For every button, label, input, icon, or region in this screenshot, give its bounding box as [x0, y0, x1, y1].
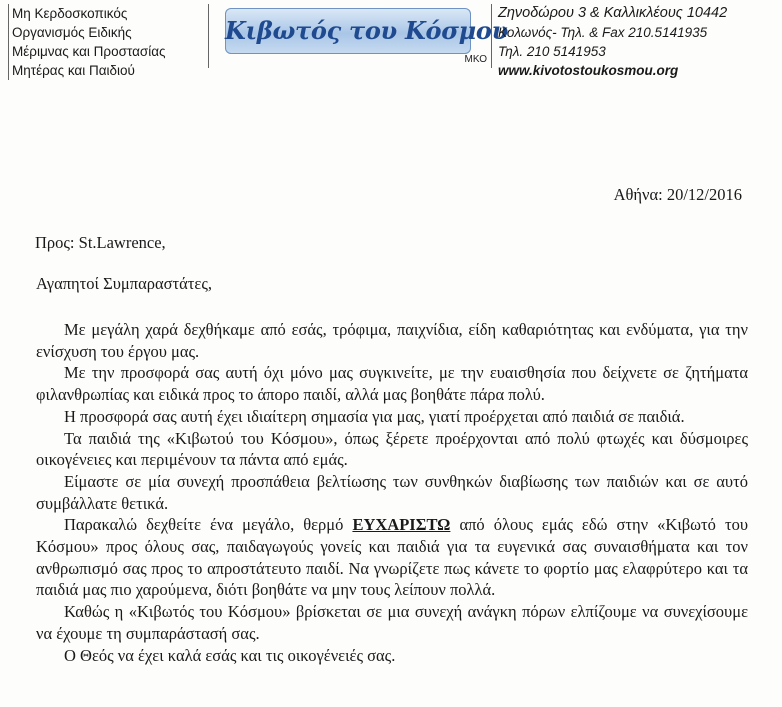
- organization-description: [8, 4, 166, 80]
- closing-paragraph: Ο Θεός να έχει καλά εσάς και τις οικογένειές σας.: [64, 645, 396, 665]
- body-paragraph: Με μεγάλη χαρά δεχθήκαμε από εσάς, τρόφιμα, παιχνίδια, είδη καθαριότητας και ενδύματα, για την ενίσχυση του έργου μας.: [36, 320, 748, 361]
- org-line: Μητέρας και Παιδιού: [12, 63, 135, 78]
- org-line: Μη Κερδοσκοπικός: [12, 6, 128, 21]
- letter-greeting: Αγαπητοί Συμπαραστάτες,: [36, 274, 212, 293]
- phone-line: Τηλ. 210 5141953: [498, 44, 606, 59]
- body-paragraph: Με την προσφορά σας αυτή όχι μόνο μας συγκινείτε, με την ευαισθησία που δείχνετε σε ζητήματα φιλανθρωπίας και ειδικά προς το άπορο παιδί, αλλά μας βοηθάτε πάρα πολύ.: [36, 363, 748, 405]
- phone-fax-line: Κολωνός- Τηλ. & Fax 210.5141935: [498, 25, 708, 40]
- contact-info: [498, 4, 727, 80]
- thanks-word: ΕΥΧΑΡΙΣΤΩ: [352, 515, 451, 535]
- org-line: Οργανισμός Ειδικής: [12, 25, 132, 40]
- letter-recipient: Προς: St.Lawrence,: [35, 233, 166, 252]
- body-paragraph: Η προσφορά σας αυτή έχει ιδιαίτερη σημασία για μας, γιατί προέρχεται από παιδιά σε παιδιά.: [64, 406, 685, 426]
- org-line: Μέριμνας και Προστασίας: [12, 44, 166, 59]
- logo: [208, 4, 508, 68]
- logo-subtitle: ΜΚΟ: [464, 54, 487, 65]
- body-paragraph: Είμαστε σε μία συνεχή προσπάθεια βελτίωσης των συνθηκών διαβίωσης των παιδιών και σε αυτό συμβάλλατε θετικά.: [36, 471, 748, 513]
- thanks-text-before: Παρακαλώ δεχθείτε ένα μεγάλο, θερμό: [64, 515, 353, 535]
- letter-body: [36, 319, 748, 666]
- website-link[interactable]: www.kivotostoukosmou.org: [498, 63, 679, 78]
- thanks-paragraph: [36, 514, 748, 601]
- address-line: Ζηνοδώρου 3 & Καλλικλέους 10442: [498, 5, 728, 21]
- closing-paragraph: Καθώς η «Κιβωτός του Κόσμου» βρίσκεται σε μια συνεχή ανάγκη πόρων ελπίζουμε να συνεχίσουμε να έχουμε τη συμπαράστασή σας.: [36, 602, 748, 643]
- letter-date: Αθήνα: 20/12/2016: [613, 185, 742, 204]
- thanks-text-after: από όλους εμάς εδώ στην «Κιβωτό του Κόσμου» προς όλους σας, παιδαγωγούς γονείς και παιδιά για τα ευγενικά σας συναισθήματα και τον ανθρωπισμό σας προς το απροστάτευτο παιδί. Να γνωρίζετε πως κάνετε το φορτίο μας ελαφρύτερο και τα παιδιά μας πιο χαρούμενα, διότι βοηθάτε να μην τους λείπουν πολλά.: [36, 515, 748, 600]
- body-paragraph: Τα παιδιά της «Κιβωτού του Κόσμου», όπως ξέρετε προέρχονται από πολύ φτωχές και δύσμοιρες οικογένειες και περιμένουν τα πάντα από εμάς.: [36, 428, 748, 470]
- logo-banner: [225, 8, 508, 54]
- logo-text: Κιβωτός του Κόσμου: [225, 16, 508, 45]
